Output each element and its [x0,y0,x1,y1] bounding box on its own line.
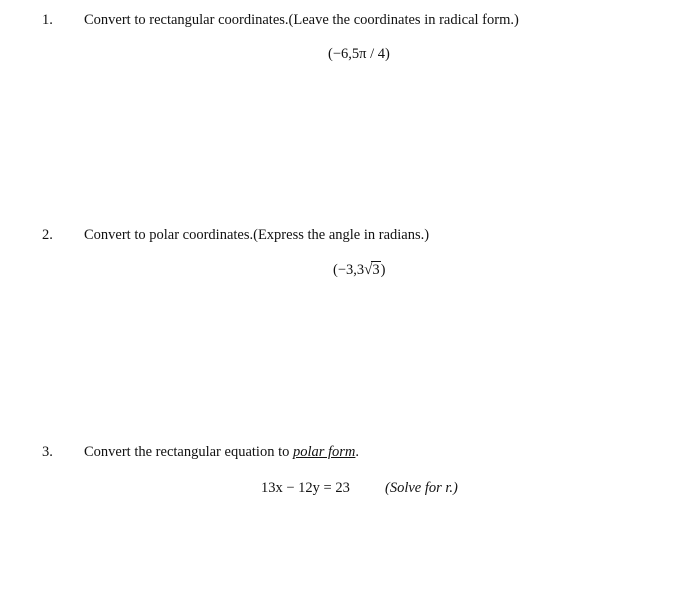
problem-3-prompt-text: Convert the rectangular equation to [84,444,293,460]
problem-3-number: 3. [42,444,53,460]
problem-2-expression-prefix: (−3,3 [333,262,365,278]
problem-3-equation: 13x − 12y = 23 [261,480,350,496]
problem-1-prompt: Convert to rectangular coordinates.(Leave the coordinates in radical form.) [84,12,519,28]
problem-1-expression: (−6,5π / 4) [328,46,390,62]
problem-2-expression-suffix: ) [380,262,386,278]
polar-form-term: polar form [292,444,356,460]
problem-1-number: 1. [42,12,53,28]
problem-2-radicand: 3 [372,262,380,278]
problem-3-prompt-period: . [355,444,360,460]
problem-3-prompt [84,444,359,461]
problem-2-prompt: Convert to polar coordinates.(Express the angle in radians.) [84,227,430,243]
problem-3-note: (Solve for r.) [385,480,458,496]
problem-2-number: 2. [42,227,53,243]
sqrt-symbol: √3 [364,262,380,278]
problem-2-expression [333,262,385,279]
